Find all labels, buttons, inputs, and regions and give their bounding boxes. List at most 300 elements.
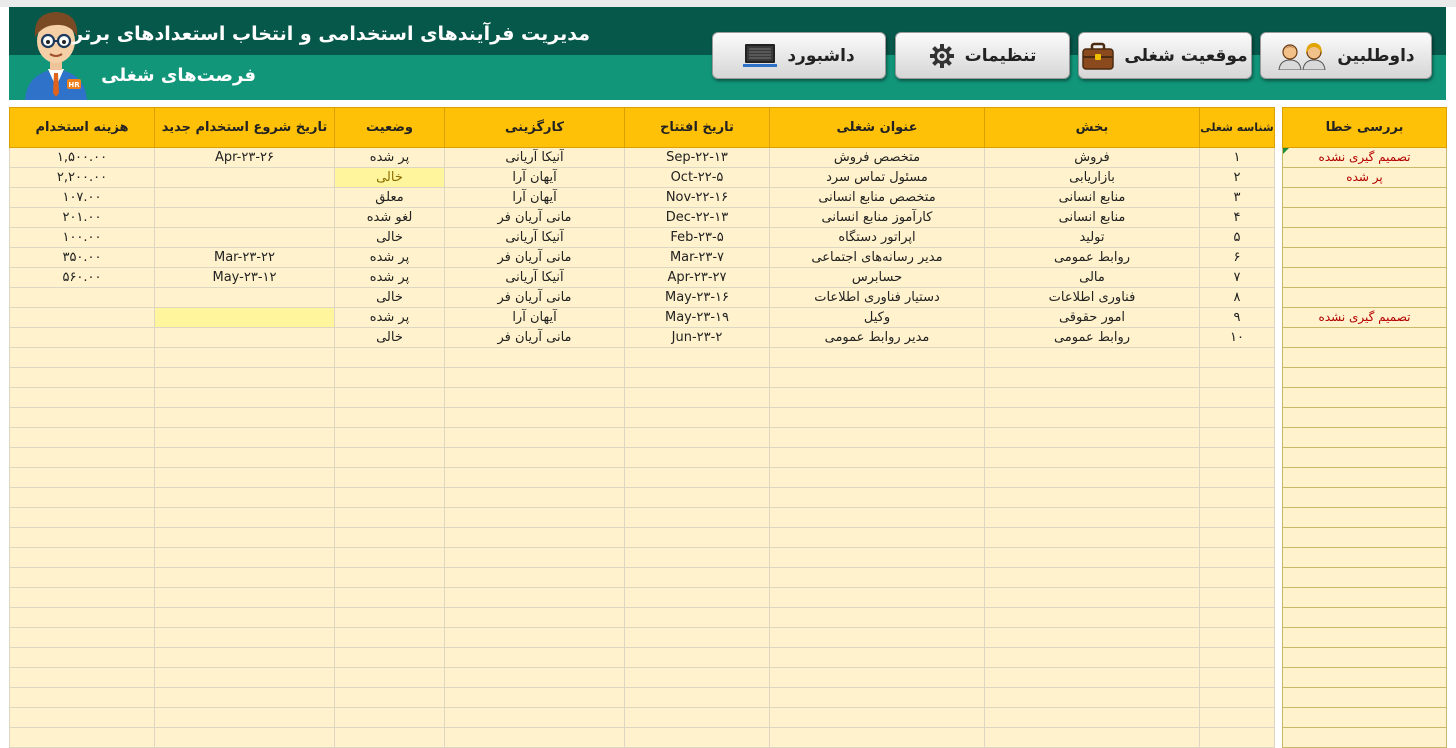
- cell-recruiter[interactable]: [445, 368, 625, 388]
- cell-hire-start-date[interactable]: [155, 228, 335, 248]
- col-header-department[interactable]: بخش: [985, 108, 1200, 148]
- cell-status[interactable]: [335, 628, 445, 648]
- cell-error-check[interactable]: تصمیم گیری نشده: [1283, 308, 1447, 328]
- cell-error-check[interactable]: [1283, 588, 1447, 608]
- cell-hire-cost[interactable]: [10, 468, 155, 488]
- cell-job-title[interactable]: [770, 448, 985, 468]
- cell-department[interactable]: [985, 508, 1200, 528]
- cell-job-title[interactable]: [770, 428, 985, 448]
- cell-open-date[interactable]: [625, 688, 770, 708]
- cell-open-date[interactable]: ۲-Jun-۲۳: [625, 328, 770, 348]
- cell-status[interactable]: [335, 688, 445, 708]
- cell-job-id[interactable]: [1200, 728, 1275, 748]
- col-header-status[interactable]: وضعیت: [335, 108, 445, 148]
- cell-status[interactable]: پر شده: [335, 268, 445, 288]
- cell-hire-cost[interactable]: [10, 308, 155, 328]
- cell-job-id[interactable]: ۶: [1200, 248, 1275, 268]
- cell-job-title[interactable]: [770, 588, 985, 608]
- cell-department[interactable]: [985, 348, 1200, 368]
- cell-recruiter[interactable]: [445, 448, 625, 468]
- positions-button[interactable]: [1078, 32, 1252, 79]
- cell-department[interactable]: [985, 448, 1200, 468]
- error-row: [1283, 228, 1447, 248]
- cell-job-title[interactable]: [770, 648, 985, 668]
- cell-open-date[interactable]: [625, 508, 770, 528]
- cell-status[interactable]: خالی: [335, 288, 445, 308]
- cell-open-date[interactable]: [625, 668, 770, 688]
- cell-job-title[interactable]: [770, 608, 985, 628]
- cell-hire-cost[interactable]: [10, 568, 155, 588]
- cell-open-date[interactable]: ۱۳-Sep-۲۲: [625, 148, 770, 168]
- cell-hire-start-date[interactable]: [155, 168, 335, 188]
- cell-hire-cost[interactable]: [10, 328, 155, 348]
- cell-hire-start-date[interactable]: [155, 468, 335, 488]
- cell-status[interactable]: [335, 488, 445, 508]
- cell-job-title[interactable]: متخصص منابع انسانی: [770, 188, 985, 208]
- cell-status[interactable]: [335, 468, 445, 488]
- cell-error-check[interactable]: [1283, 408, 1447, 428]
- cell-hire-start-date[interactable]: [155, 548, 335, 568]
- cell-hire-start-date[interactable]: [155, 588, 335, 608]
- cell-recruiter[interactable]: [445, 668, 625, 688]
- cell-status[interactable]: [335, 428, 445, 448]
- cell-status[interactable]: [335, 448, 445, 468]
- cell-recruiter[interactable]: [445, 588, 625, 608]
- cell-hire-start-date[interactable]: [155, 368, 335, 388]
- cell-recruiter[interactable]: [445, 568, 625, 588]
- cell-error-check[interactable]: [1283, 648, 1447, 668]
- cell-hire-start-date[interactable]: [155, 648, 335, 668]
- cell-job-title[interactable]: مدیر روابط عمومی: [770, 328, 985, 348]
- cell-recruiter[interactable]: مانی آریان فر: [445, 288, 625, 308]
- cell-open-date[interactable]: [625, 728, 770, 748]
- cell-recruiter[interactable]: آیهان آرا: [445, 168, 625, 188]
- cell-department[interactable]: [985, 568, 1200, 588]
- cell-error-check[interactable]: [1283, 508, 1447, 528]
- cell-job-id[interactable]: [1200, 628, 1275, 648]
- cell-recruiter[interactable]: آیهان آرا: [445, 188, 625, 208]
- cell-job-title[interactable]: مدیر رسانه‌های اجتماعی: [770, 248, 985, 268]
- cell-hire-cost[interactable]: ۱۰۰.۰۰: [10, 228, 155, 248]
- cell-job-id[interactable]: ۳: [1200, 188, 1275, 208]
- cell-hire-cost[interactable]: [10, 428, 155, 448]
- cell-hire-cost[interactable]: ۵۶۰.۰۰: [10, 268, 155, 288]
- cell-hire-start-date[interactable]: [155, 728, 335, 748]
- cell-recruiter[interactable]: [445, 548, 625, 568]
- cell-job-title[interactable]: [770, 488, 985, 508]
- cell-job-title[interactable]: [770, 528, 985, 548]
- cell-hire-cost[interactable]: [10, 608, 155, 628]
- cell-department[interactable]: روابط عمومی: [985, 248, 1200, 268]
- cell-hire-start-date[interactable]: [155, 568, 335, 588]
- cell-job-id[interactable]: [1200, 388, 1275, 408]
- cell-hire-start-date[interactable]: [155, 448, 335, 468]
- cell-error-check[interactable]: [1283, 448, 1447, 468]
- cell-department[interactable]: منابع انسانی: [985, 208, 1200, 228]
- cell-open-date[interactable]: [625, 488, 770, 508]
- cell-open-date[interactable]: [625, 528, 770, 548]
- col-header-open-date[interactable]: تاریخ افتتاح: [625, 108, 770, 148]
- cell-status[interactable]: خالی: [335, 228, 445, 248]
- cell-hire-start-date[interactable]: [155, 308, 335, 328]
- cell-recruiter[interactable]: [445, 408, 625, 428]
- cell-error-check[interactable]: [1283, 528, 1447, 548]
- cell-error-check[interactable]: [1283, 368, 1447, 388]
- cell-hire-cost[interactable]: ۱۰۷.۰۰: [10, 188, 155, 208]
- cell-hire-cost[interactable]: ۱,۵۰۰.۰۰: [10, 148, 155, 168]
- cell-open-date[interactable]: ۱۶-Nov-۲۲: [625, 188, 770, 208]
- cell-department[interactable]: [985, 608, 1200, 628]
- cell-job-title[interactable]: [770, 728, 985, 748]
- cell-open-date[interactable]: [625, 588, 770, 608]
- cell-hire-cost[interactable]: [10, 588, 155, 608]
- cell-error-check[interactable]: [1283, 348, 1447, 368]
- table-row: [10, 388, 1275, 408]
- cell-job-title[interactable]: [770, 368, 985, 388]
- table-row: [10, 148, 1275, 168]
- cell-department[interactable]: [985, 428, 1200, 448]
- cell-hire-start-date[interactable]: [155, 208, 335, 228]
- cell-error-check[interactable]: [1283, 728, 1447, 748]
- cell-job-id[interactable]: [1200, 348, 1275, 368]
- cell-job-title[interactable]: [770, 628, 985, 648]
- cell-hire-start-date[interactable]: [155, 388, 335, 408]
- cell-error-check[interactable]: [1283, 468, 1447, 488]
- col-header-job-id[interactable]: شناسه شغلی: [1200, 108, 1275, 148]
- cell-error-check[interactable]: [1283, 688, 1447, 708]
- cell-hire-cost[interactable]: [10, 488, 155, 508]
- cell-hire-start-date[interactable]: ۲۶-Apr-۲۳: [155, 148, 335, 168]
- cell-recruiter[interactable]: آنیکا آریانی: [445, 228, 625, 248]
- cell-error-check[interactable]: تصمیم گیری نشده: [1283, 148, 1447, 168]
- cell-open-date[interactable]: ۷-Mar-۲۳: [625, 248, 770, 268]
- cell-status[interactable]: لغو شده: [335, 208, 445, 228]
- cell-department[interactable]: [985, 528, 1200, 548]
- cell-department[interactable]: فروش: [985, 148, 1200, 168]
- cell-open-date[interactable]: [625, 348, 770, 368]
- cell-hire-cost[interactable]: [10, 388, 155, 408]
- cell-job-id[interactable]: [1200, 428, 1275, 448]
- cell-job-id[interactable]: [1200, 548, 1275, 568]
- col-header-recruiter[interactable]: کارگزینی: [445, 108, 625, 148]
- cell-job-id[interactable]: [1200, 688, 1275, 708]
- cell-open-date[interactable]: [625, 548, 770, 568]
- cell-recruiter[interactable]: [445, 428, 625, 448]
- cell-department[interactable]: تولید: [985, 228, 1200, 248]
- settings-button[interactable]: [895, 32, 1070, 79]
- cell-hire-start-date[interactable]: [155, 348, 335, 368]
- cell-hire-cost[interactable]: [10, 528, 155, 548]
- cell-hire-start-date[interactable]: [155, 328, 335, 348]
- cell-hire-cost[interactable]: ۲,۲۰۰.۰۰: [10, 168, 155, 188]
- table-row: [10, 248, 1275, 268]
- cell-recruiter[interactable]: [445, 688, 625, 708]
- cell-open-date[interactable]: [625, 628, 770, 648]
- cell-job-id[interactable]: [1200, 448, 1275, 468]
- cell-recruiter[interactable]: مانی آریان فر: [445, 328, 625, 348]
- cell-job-id[interactable]: ۴: [1200, 208, 1275, 228]
- cell-error-check[interactable]: پر شده: [1283, 168, 1447, 188]
- cell-department[interactable]: فناوری اطلاعات: [985, 288, 1200, 308]
- cell-department[interactable]: [985, 408, 1200, 428]
- cell-hire-start-date[interactable]: [155, 288, 335, 308]
- cell-open-date[interactable]: ۵-Oct-۲۲: [625, 168, 770, 188]
- cell-hire-start-date[interactable]: [155, 488, 335, 508]
- col-header-error-check[interactable]: بررسی خطا: [1283, 108, 1447, 148]
- cell-recruiter[interactable]: آیهان آرا: [445, 308, 625, 328]
- cell-department[interactable]: [985, 728, 1200, 748]
- cell-department[interactable]: [985, 688, 1200, 708]
- cell-open-date[interactable]: [625, 708, 770, 728]
- cell-status[interactable]: [335, 548, 445, 568]
- cell-open-date[interactable]: [625, 568, 770, 588]
- cell-job-id[interactable]: [1200, 508, 1275, 528]
- cell-hire-start-date[interactable]: [155, 708, 335, 728]
- cell-department[interactable]: [985, 628, 1200, 648]
- cell-job-title[interactable]: [770, 708, 985, 728]
- cell-error-check[interactable]: [1283, 208, 1447, 228]
- cell-job-id[interactable]: [1200, 368, 1275, 388]
- cell-error-check[interactable]: [1283, 428, 1447, 448]
- cell-error-check[interactable]: [1283, 188, 1447, 208]
- cell-job-id[interactable]: [1200, 468, 1275, 488]
- cell-job-id[interactable]: ۸: [1200, 288, 1275, 308]
- cell-status[interactable]: [335, 668, 445, 688]
- cell-open-date[interactable]: ۱۹-May-۲۳: [625, 308, 770, 328]
- cell-status[interactable]: [335, 608, 445, 628]
- cell-hire-cost[interactable]: [10, 628, 155, 648]
- cell-department[interactable]: [985, 388, 1200, 408]
- cell-job-id[interactable]: ۵: [1200, 228, 1275, 248]
- cell-recruiter[interactable]: [445, 388, 625, 408]
- cell-job-title[interactable]: [770, 348, 985, 368]
- col-header-hire-cost[interactable]: هزینه استخدام: [10, 108, 155, 148]
- cell-job-id[interactable]: ۲: [1200, 168, 1275, 188]
- cell-job-title[interactable]: حسابرس: [770, 268, 985, 288]
- cell-error-check[interactable]: [1283, 548, 1447, 568]
- cell-hire-start-date[interactable]: [155, 508, 335, 528]
- cell-error-check[interactable]: [1283, 608, 1447, 628]
- table-row: [10, 508, 1275, 528]
- cell-recruiter[interactable]: [445, 348, 625, 368]
- error-row: [1283, 668, 1447, 688]
- cell-open-date[interactable]: ۲۷-Apr-۲۳: [625, 268, 770, 288]
- cell-recruiter[interactable]: [445, 648, 625, 668]
- cell-hire-start-date[interactable]: [155, 688, 335, 708]
- error-row: [1283, 608, 1447, 628]
- cell-recruiter[interactable]: [445, 508, 625, 528]
- cell-department[interactable]: [985, 708, 1200, 728]
- cell-job-title[interactable]: متخصص فروش: [770, 148, 985, 168]
- cell-hire-cost[interactable]: [10, 668, 155, 688]
- error-row: [1283, 188, 1447, 208]
- cell-open-date[interactable]: [625, 448, 770, 468]
- cell-department[interactable]: [985, 548, 1200, 568]
- cell-job-title[interactable]: کارآموز منابع انسانی: [770, 208, 985, 228]
- cell-department[interactable]: [985, 468, 1200, 488]
- cell-status[interactable]: [335, 648, 445, 668]
- cell-recruiter[interactable]: [445, 708, 625, 728]
- cell-department[interactable]: بازاریابی: [985, 168, 1200, 188]
- cell-error-check[interactable]: [1283, 288, 1447, 308]
- cell-hire-cost[interactable]: [10, 688, 155, 708]
- cell-status[interactable]: [335, 408, 445, 428]
- cell-job-title[interactable]: [770, 508, 985, 528]
- cell-job-id[interactable]: [1200, 528, 1275, 548]
- cell-job-title[interactable]: [770, 688, 985, 708]
- cell-department[interactable]: [985, 648, 1200, 668]
- cell-hire-cost[interactable]: [10, 728, 155, 748]
- cell-error-check[interactable]: [1283, 388, 1447, 408]
- cell-status[interactable]: [335, 728, 445, 748]
- cell-status[interactable]: [335, 508, 445, 528]
- cell-hire-cost[interactable]: [10, 448, 155, 468]
- cell-job-title[interactable]: [770, 408, 985, 428]
- dashboard-button[interactable]: [712, 32, 886, 79]
- cell-hire-cost[interactable]: [10, 708, 155, 728]
- table-row: [10, 448, 1275, 468]
- cell-job-title[interactable]: [770, 668, 985, 688]
- cell-hire-start-date[interactable]: [155, 188, 335, 208]
- table-row: [10, 528, 1275, 548]
- cell-error-check[interactable]: [1283, 248, 1447, 268]
- cell-job-id[interactable]: ۱۰: [1200, 328, 1275, 348]
- cell-error-check[interactable]: [1283, 488, 1447, 508]
- cell-status[interactable]: پر شده: [335, 148, 445, 168]
- cell-job-title[interactable]: [770, 548, 985, 568]
- cell-open-date[interactable]: [625, 428, 770, 448]
- cell-recruiter[interactable]: مانی آریان فر: [445, 248, 625, 268]
- cell-hire-start-date[interactable]: [155, 628, 335, 648]
- cell-job-title[interactable]: [770, 468, 985, 488]
- cell-error-check[interactable]: [1283, 668, 1447, 688]
- cell-department[interactable]: [985, 488, 1200, 508]
- cell-job-title[interactable]: وکیل: [770, 308, 985, 328]
- cell-recruiter[interactable]: [445, 528, 625, 548]
- cell-hire-cost[interactable]: ۲۰۱.۰۰: [10, 208, 155, 228]
- cell-status[interactable]: [335, 568, 445, 588]
- cell-hire-cost[interactable]: [10, 368, 155, 388]
- cell-error-check[interactable]: [1283, 708, 1447, 728]
- cell-open-date[interactable]: [625, 388, 770, 408]
- cell-recruiter[interactable]: [445, 468, 625, 488]
- cell-department[interactable]: منابع انسانی: [985, 188, 1200, 208]
- cell-recruiter[interactable]: [445, 628, 625, 648]
- cell-recruiter[interactable]: [445, 728, 625, 748]
- cell-status[interactable]: [335, 368, 445, 388]
- cell-error-check[interactable]: [1283, 328, 1447, 348]
- cell-open-date[interactable]: [625, 648, 770, 668]
- cell-job-id[interactable]: ۷: [1200, 268, 1275, 288]
- cell-job-id[interactable]: ۱: [1200, 148, 1275, 168]
- cell-hire-cost[interactable]: [10, 288, 155, 308]
- cell-status[interactable]: [335, 708, 445, 728]
- cell-status[interactable]: [335, 528, 445, 548]
- cell-error-check[interactable]: [1283, 628, 1447, 648]
- cell-job-id[interactable]: ۹: [1200, 308, 1275, 328]
- cell-job-title[interactable]: مسئول تماس سرد: [770, 168, 985, 188]
- cell-open-date[interactable]: [625, 408, 770, 428]
- col-header-hire-start-date[interactable]: تاریخ شروع استخدام جدید: [155, 108, 335, 148]
- cell-recruiter[interactable]: [445, 488, 625, 508]
- cell-department[interactable]: مالی: [985, 268, 1200, 288]
- cell-department[interactable]: روابط عمومی: [985, 328, 1200, 348]
- cell-open-date[interactable]: [625, 608, 770, 628]
- col-header-job-title[interactable]: عنوان شغلی: [770, 108, 985, 148]
- cell-job-id[interactable]: [1200, 488, 1275, 508]
- cell-hire-start-date[interactable]: ۱۲-May-۲۳: [155, 268, 335, 288]
- cell-job-title[interactable]: دستیار فناوری اطلاعات: [770, 288, 985, 308]
- cell-hire-cost[interactable]: ۳۵۰.۰۰: [10, 248, 155, 268]
- error-row: [1283, 248, 1447, 268]
- cell-error-check[interactable]: [1283, 228, 1447, 248]
- cell-status[interactable]: پر شده: [335, 248, 445, 268]
- error-row: [1283, 408, 1447, 428]
- cell-hire-cost[interactable]: [10, 348, 155, 368]
- cell-recruiter[interactable]: آنیکا آریانی: [445, 268, 625, 288]
- cell-hire-start-date[interactable]: [155, 608, 335, 628]
- cell-status[interactable]: [335, 588, 445, 608]
- cell-hire-cost[interactable]: [10, 508, 155, 528]
- cell-job-id[interactable]: [1200, 648, 1275, 668]
- cell-recruiter[interactable]: آنیکا آریانی: [445, 148, 625, 168]
- cell-department[interactable]: امور حقوقی: [985, 308, 1200, 328]
- cell-department[interactable]: [985, 588, 1200, 608]
- cell-status[interactable]: خالی: [335, 328, 445, 348]
- cell-open-date[interactable]: [625, 468, 770, 488]
- cell-error-check[interactable]: [1283, 568, 1447, 588]
- cell-status[interactable]: خالی: [335, 168, 445, 188]
- cell-open-date[interactable]: ۱۳-Dec-۲۲: [625, 208, 770, 228]
- cell-hire-start-date[interactable]: ۲۲-Mar-۲۳: [155, 248, 335, 268]
- cell-status[interactable]: [335, 388, 445, 408]
- error-row: [1283, 268, 1447, 288]
- cell-job-title[interactable]: اپراتور دستگاه: [770, 228, 985, 248]
- cell-recruiter[interactable]: [445, 608, 625, 628]
- cell-job-id[interactable]: [1200, 708, 1275, 728]
- cell-status[interactable]: پر شده: [335, 308, 445, 328]
- cell-error-check[interactable]: [1283, 268, 1447, 288]
- cell-job-id[interactable]: [1200, 608, 1275, 628]
- cell-job-title[interactable]: [770, 388, 985, 408]
- table-row: [10, 588, 1275, 608]
- cell-job-title[interactable]: [770, 568, 985, 588]
- cell-hire-cost[interactable]: [10, 408, 155, 428]
- cell-status[interactable]: معلق: [335, 188, 445, 208]
- cell-open-date[interactable]: [625, 368, 770, 388]
- cell-department[interactable]: [985, 368, 1200, 388]
- cell-job-id[interactable]: [1200, 408, 1275, 428]
- cell-hire-start-date[interactable]: [155, 408, 335, 428]
- cell-hire-cost[interactable]: [10, 648, 155, 668]
- cell-department[interactable]: [985, 668, 1200, 688]
- cell-job-id[interactable]: [1200, 668, 1275, 688]
- cell-open-date[interactable]: ۱۶-May-۲۳: [625, 288, 770, 308]
- table-row: [10, 228, 1275, 248]
- cell-job-id[interactable]: [1200, 568, 1275, 588]
- error-row: [1283, 388, 1447, 408]
- cell-recruiter[interactable]: مانی آریان فر: [445, 208, 625, 228]
- table-row: [10, 568, 1275, 588]
- cell-job-id[interactable]: [1200, 588, 1275, 608]
- cell-hire-start-date[interactable]: [155, 528, 335, 548]
- cell-hire-start-date[interactable]: [155, 428, 335, 448]
- candidates-button[interactable]: [1260, 32, 1432, 79]
- cell-open-date[interactable]: ۵-Feb-۲۳: [625, 228, 770, 248]
- cell-status[interactable]: [335, 348, 445, 368]
- cell-hire-start-date[interactable]: [155, 668, 335, 688]
- cell-hire-cost[interactable]: [10, 548, 155, 568]
